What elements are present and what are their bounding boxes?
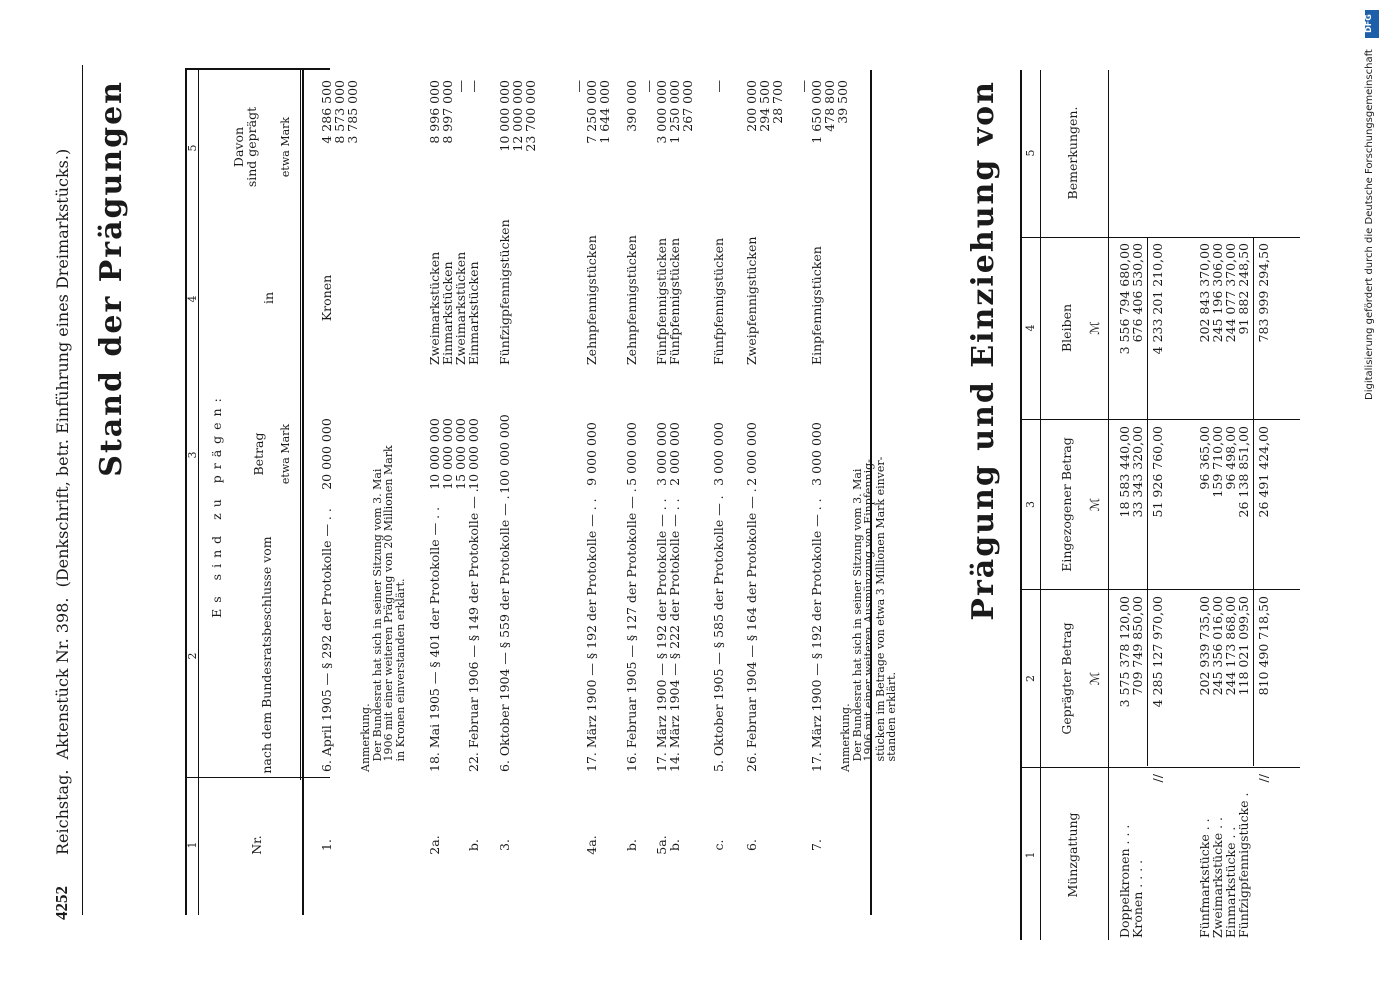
- digitisation-note: [1360, 8, 1380, 998]
- row-in: Fünfpfennigstücken Fünfpfennigstücken: [654, 237, 682, 365]
- row-nr: c.: [711, 839, 726, 851]
- row-betrag: 5 000 000: [624, 422, 639, 486]
- row-betrag: 3 000 000 2 000 000: [654, 422, 682, 486]
- row-beschluss: 17. März 1900 — § 192 der Protokolle — . .: [809, 498, 824, 772]
- t2-header-gattung: Münzgattung: [1065, 812, 1080, 898]
- row-bleiben: 676 406 530,00: [1130, 243, 1145, 343]
- sum-bleiben: 4 233 201 210,00: [1150, 243, 1165, 355]
- row-davon: — 7 250 000 1 644 000: [571, 80, 612, 144]
- row-betrag: 9 000 000: [584, 422, 599, 486]
- t2-colnum-1: 1: [1024, 851, 1037, 859]
- row-betrag: 10 000 000: [466, 418, 481, 490]
- row-davon: 4 286 500 8 573 000 3 785 000: [319, 80, 360, 144]
- t2-sum-rule: [1253, 238, 1254, 766]
- row-nr: b.: [466, 839, 481, 851]
- row-bleiben: 3 556 794 680,00: [1117, 243, 1132, 355]
- row-gepraegt: 3 575 378 120,00: [1117, 596, 1132, 708]
- row-betrag: 3 000 000: [711, 422, 726, 486]
- row-beschluss: 5. Oktober 1905 — § 585 der Protokolle — .: [711, 495, 726, 772]
- row-anmerkung: Anmerkung. Der Bundesrat hat sich in seiner Sitzung vom 3. Mai 1906 mit einer weiteren Prägung von 20 Millionen Mark in Kronen einverstanden erklärt.: [359, 445, 407, 772]
- t2-header-bleiben: Bleiben: [1059, 303, 1074, 353]
- t1-header-davon-unit: etwa Mark: [279, 116, 292, 178]
- row-davon: 8 996 000 8 997 000 —: [427, 80, 468, 144]
- row-in: Zehnpfennigstücken: [624, 235, 639, 365]
- t2-header-bemerkungen: Bemerkungen.: [1065, 106, 1080, 200]
- sum-bleiben: 783 999 294,50: [1256, 243, 1271, 343]
- row-gattung: Einmarkstücke . .: [1223, 826, 1238, 938]
- row-eingezogen: 159 710,00: [1210, 426, 1225, 498]
- row-in: Fünfpfennigstücken: [711, 237, 726, 365]
- row-beschluss: 17. März 1900 — § 192 der Protokolle — . .: [584, 498, 599, 772]
- t1-header-davon: Davon sind geprägt: [231, 106, 259, 188]
- row-bleiben: 244 077 370,00: [1223, 243, 1238, 343]
- t1-colnum-1: 1: [186, 841, 199, 849]
- row-anmerkung: Anmerkung. Der Bundesrat hat sich in seiner Sitzung vom 3. Mai 1906 mit einer weiteren Ausmünzung von Einpfennig- stücken im Betrage von etwa 3 Millionen Mark einver- standen erklärt.: [839, 456, 898, 772]
- t2-colnum-2: 2: [1024, 675, 1037, 682]
- row-davon: — 1 650 000 478 800 39 500: [796, 80, 850, 144]
- sum-gepraegt: 810 490 718,50: [1256, 596, 1271, 696]
- header-rule: [82, 65, 83, 915]
- table1-right-border: [185, 68, 330, 70]
- t2-colnum-3: 3: [1024, 501, 1037, 508]
- sum-mark: //: [1256, 774, 1271, 783]
- t1-header-betrag: Betrag: [251, 432, 266, 476]
- row-beschluss: 22. Februar 1906 — § 149 der Protokolle — .: [466, 488, 481, 772]
- t1-colnum-2: 2: [186, 652, 199, 660]
- row-davon: 10 000 000 12 000 000 23 700 000: [497, 80, 538, 152]
- row-eingezogen: 96 365,00: [1197, 426, 1212, 490]
- row-gattung: Fünfmarkstücke . .: [1197, 818, 1212, 938]
- row-eingezogen: 96 498,00: [1223, 426, 1238, 490]
- table2-top-rule: [1020, 70, 1022, 940]
- row-nr: b.: [624, 839, 639, 851]
- table1-bottom-rule: [870, 70, 872, 915]
- t2-divider: [1020, 589, 1300, 590]
- t2-colnum-5: 5: [1024, 149, 1037, 157]
- table2-header-bottom: [1108, 70, 1109, 940]
- row-beschluss: 6. April 1905 — § 292 der Protokolle — . .: [319, 508, 334, 772]
- table1-col-divider: [185, 777, 330, 778]
- sum-eingezogen: 51 926 760,00: [1150, 426, 1165, 518]
- dfg-logo-text: DFG: [1363, 14, 1373, 33]
- row-davon: 200 000 294 500 28 700: [744, 80, 785, 132]
- t2-sum-rule: [1147, 238, 1148, 766]
- t1-header-in: in: [261, 291, 276, 305]
- row-eingezogen: 18 583 440,00: [1117, 426, 1132, 518]
- row-beschluss: 26. Februar 1904 — § 164 der Protokolle — .: [744, 488, 759, 772]
- sum-mark: //: [1150, 774, 1165, 783]
- row-davon: — 3 000 000 1 250 000 267 000: [641, 80, 695, 144]
- sum-gepraegt: 4 285 127 970,00: [1150, 596, 1165, 708]
- row-gattung: Fünfzigpfennigstücke .: [1236, 792, 1251, 938]
- row-in: Zweimarkstücken Einmarkstücken Zweimarkstücken: [427, 251, 468, 365]
- row-gepraegt: 202 939 735,00: [1197, 596, 1212, 696]
- table2-title: Prägung und Einziehung von: [966, 80, 1001, 621]
- t1-header-betrag-unit: etwa Mark: [279, 423, 292, 485]
- row-davon: 390 000: [624, 80, 639, 132]
- row-betrag: 2 000 000: [744, 422, 759, 486]
- row-gattung: Zweimarkstücke . .: [1210, 817, 1225, 938]
- row-gepraegt: 118 021 099,50: [1236, 596, 1251, 696]
- table1-title: Stand der Prägungen: [94, 80, 129, 477]
- row-in: Fünfzigpfennigstücken: [497, 219, 512, 365]
- page-number: 4252: [52, 886, 71, 920]
- row-beschluss: 16. Februar 1905 — § 127 der Protokolle — .: [624, 488, 639, 772]
- row-betrag: 3 000 000: [809, 422, 824, 486]
- t2-header-unit: ℳ: [1087, 497, 1102, 512]
- row-beschluss: 6. Oktober 1904 — § 559 der Protokolle — .: [497, 495, 512, 772]
- row-beschluss: 18. Mai 1905 — § 401 der Protokolle — . .: [427, 506, 442, 772]
- t2-divider: [1020, 767, 1300, 768]
- row-nr: 3.: [497, 839, 512, 851]
- t1-colnum-3: 3: [186, 451, 199, 459]
- row-in: Einmarkstücken: [466, 261, 481, 365]
- t2-header-unit: ℳ: [1087, 671, 1102, 686]
- row-betrag: 20 000 000: [319, 418, 334, 490]
- row-in: Zehnpfennigstücken: [584, 235, 599, 365]
- row-nr: 2a.: [427, 835, 442, 855]
- row-bleiben: 245 196 306,00: [1210, 243, 1225, 343]
- running-title: Reichstag. Aktenstück Nr. 398. (Denkschrift, betr. Einführung eines Dreimarkstücks.): [53, 148, 72, 855]
- row-davon: —: [711, 80, 726, 93]
- t2-colnum-4: 4: [1024, 324, 1037, 332]
- table1-header-rule: [300, 70, 301, 780]
- t2-header-gepraegt: Geprägter Betrag: [1059, 622, 1074, 735]
- row-nr: 6.: [744, 839, 759, 851]
- row-davon: —: [466, 80, 481, 93]
- row-betrag: 100 000 000: [497, 414, 512, 494]
- row-bleiben: 91 882 248,50: [1236, 243, 1251, 335]
- row-gattung: Kronen . . . .: [1130, 859, 1145, 938]
- row-nr: 5a. b.: [654, 835, 682, 855]
- t2-header-unit: ℳ: [1087, 321, 1102, 335]
- row-nr: 4a.: [584, 835, 599, 855]
- row-betrag: 10 000 000 10 000 000 15 000 000: [427, 418, 468, 490]
- t1-colnum-5: 5: [186, 144, 199, 152]
- t2-header-eingezogen: Eingezogener Betrag: [1059, 437, 1074, 572]
- row-gepraegt: 244 173 868,00: [1223, 596, 1238, 696]
- digitisation-note-text: Digitalisierung gefördert durch die Deutsche Forschungsgemeinschaft: [1364, 49, 1375, 400]
- t1-header-nr: Nr.: [249, 835, 264, 855]
- row-bleiben: 202 843 370,00: [1197, 243, 1212, 343]
- row-in: Zweipfennigstücken: [744, 236, 759, 365]
- row-gattung: Doppelkronen . . .: [1117, 824, 1132, 938]
- row-in: Kronen: [319, 274, 334, 322]
- row-gepraegt: 709 749 850,00: [1130, 596, 1145, 696]
- row-in: Einpfennigstücken: [809, 246, 824, 365]
- t2-divider: [1020, 419, 1300, 420]
- t1-group-header: Es sind zu prägen:: [209, 392, 224, 618]
- t1-header-beschluss: nach dem Bundesratsbeschlusse vom: [259, 536, 274, 774]
- row-eingezogen: 33 343 320,00: [1130, 426, 1145, 518]
- row-nr: 7.: [809, 839, 824, 851]
- sum-eingezogen: 26 491 424,00: [1256, 426, 1271, 518]
- table1-header-bottom: [302, 70, 304, 915]
- row-nr: 1.: [319, 839, 334, 851]
- table2-colnum-rule: [1040, 70, 1041, 940]
- t1-colnum-4: 4: [186, 295, 199, 303]
- row-beschluss: 17. März 1900 — § 192 der Protokolle — . . 14. März 1904 — § 222 der Protokolle — . .: [654, 498, 682, 772]
- row-eingezogen: 26 138 851,00: [1236, 426, 1251, 518]
- row-gepraegt: 245 356 016,00: [1210, 596, 1225, 696]
